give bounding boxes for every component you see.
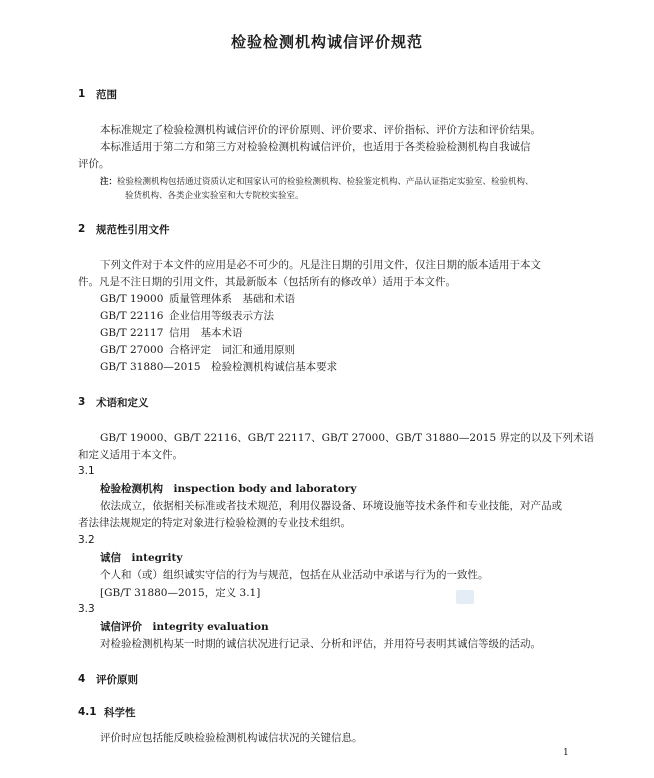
term-3-3-number: 3.3 — [78, 603, 95, 615]
reference-code: GB/T 22116 — [100, 310, 164, 322]
reference-code: GB/T 31880—2015 — [100, 361, 201, 373]
reference-title: 信用 基本术语 — [169, 327, 243, 339]
subsection-4-1-paragraph: 评价时应包括能反映检验检测机构诚信状况的关键信息。 — [100, 732, 363, 744]
section-4-number: 4 — [78, 673, 86, 685]
term-3-2-definition: 个人和（或）组织诚实守信的行为与规范，包括在从业活动中承诺与行为的一致性。 — [100, 569, 489, 581]
reference-item — [100, 360, 337, 374]
subsection-4-1-heading: 科学性 — [104, 707, 136, 719]
subsection-4-1-number: 4.1 — [78, 706, 97, 718]
reference-item — [100, 343, 295, 357]
reference-item — [100, 309, 274, 323]
term-3-2-source: [GB/T 31880—2015，定义 3.1] — [100, 587, 261, 599]
section-1-number: 1 — [78, 88, 86, 100]
reference-title: 检验检测机构诚信基本要求 — [211, 361, 338, 373]
section-3-heading: 术语和定义 — [96, 397, 149, 409]
term-3-2 — [100, 551, 182, 565]
reference-code: GB/T 19000 — [100, 293, 164, 305]
reference-item — [100, 292, 295, 306]
reference-item — [100, 326, 243, 340]
term-3-1-number: 3.1 — [78, 465, 95, 477]
term-3-1-chinese: 检验检测机构 — [100, 483, 163, 495]
term-3-2-english: integrity — [131, 552, 183, 564]
section-2-paragraph-line-1: 下列文件对于本文件的应用是必不可少的。凡是注日期的引用文件，仅注日期的版本适用于本文 — [100, 259, 541, 271]
term-3-1-english: inspection body and laboratory — [173, 483, 357, 495]
section-1-heading: 范围 — [96, 89, 117, 101]
section-3-paragraph-line-1: GB/T 19000、GB/T 22116、GB/T 22117、GB/T 27000、GB/T 31880—2015 界定的以及下列术语 — [100, 432, 594, 444]
document-title: 检验检测机构诚信评价规范 — [230, 33, 423, 51]
note-label: 注： — [100, 177, 118, 187]
section-1-paragraph-2-line-1: 本标准适用于第二方和第三方对检验检测机构诚信评价，也适用于各类检验检测机构自我诚信 — [100, 141, 531, 153]
reference-title: 合格评定 词汇和通用原则 — [169, 344, 295, 356]
term-3-3-english: integrity evaluation — [152, 621, 269, 633]
term-3-3-chinese: 诚信评价 — [100, 621, 142, 633]
section-2-heading: 规范性引用文件 — [96, 224, 170, 236]
page-number: 1 — [563, 748, 569, 758]
term-3-2-chinese: 诚信 — [100, 552, 121, 564]
reference-title: 质量管理体系 基础和术语 — [169, 293, 295, 305]
term-3-1 — [100, 482, 356, 496]
section-2-number: 2 — [78, 223, 86, 235]
section-3-number: 3 — [78, 396, 86, 408]
reference-code: GB/T 27000 — [100, 344, 164, 356]
section-4-heading: 评价原则 — [96, 674, 138, 686]
term-3-1-definition-line-1: 依法成立，依据相关标准或者技术规范，利用仪器设备、环境设施等技术条件和专业技能，对产品或 — [100, 500, 562, 512]
term-3-1-definition-line-2: 者法律法规规定的特定对象进行检验检测的专业技术组织。 — [78, 517, 351, 529]
reference-title: 企业信用等级表示方法 — [169, 310, 274, 322]
section-3-paragraph-line-2: 和定义适用于本文件。 — [78, 449, 183, 461]
section-2-paragraph-line-2: 件。凡是不注日期的引用文件，其最新版本（包括所有的修改单）适用于本文件。 — [78, 276, 456, 288]
note-line-2: 验货机构、各类企业实验室和大专院校实验室。 — [125, 191, 304, 201]
reference-code: GB/T 22117 — [100, 327, 164, 339]
note-line-1: 检验检测机构包括通过资质认定和国家认可的检验检测机构、检验鉴定机构、产品认证指定实验室、检验机构、 — [117, 177, 534, 187]
section-1-paragraph-1: 本标准规定了检验检测机构诚信评价的评价原则、评价要求、评价指标、评价方法和评价结果。 — [100, 124, 541, 136]
section-1-paragraph-2-line-2: 评价。 — [78, 158, 110, 170]
watermark-mark — [456, 590, 474, 604]
term-3-3 — [100, 620, 269, 634]
term-3-2-number: 3.2 — [78, 534, 95, 546]
term-3-3-definition: 对检验检测机构某一时期的诚信状况进行记录、分析和评估，并用符号表明其诚信等级的活动。 — [100, 638, 541, 650]
